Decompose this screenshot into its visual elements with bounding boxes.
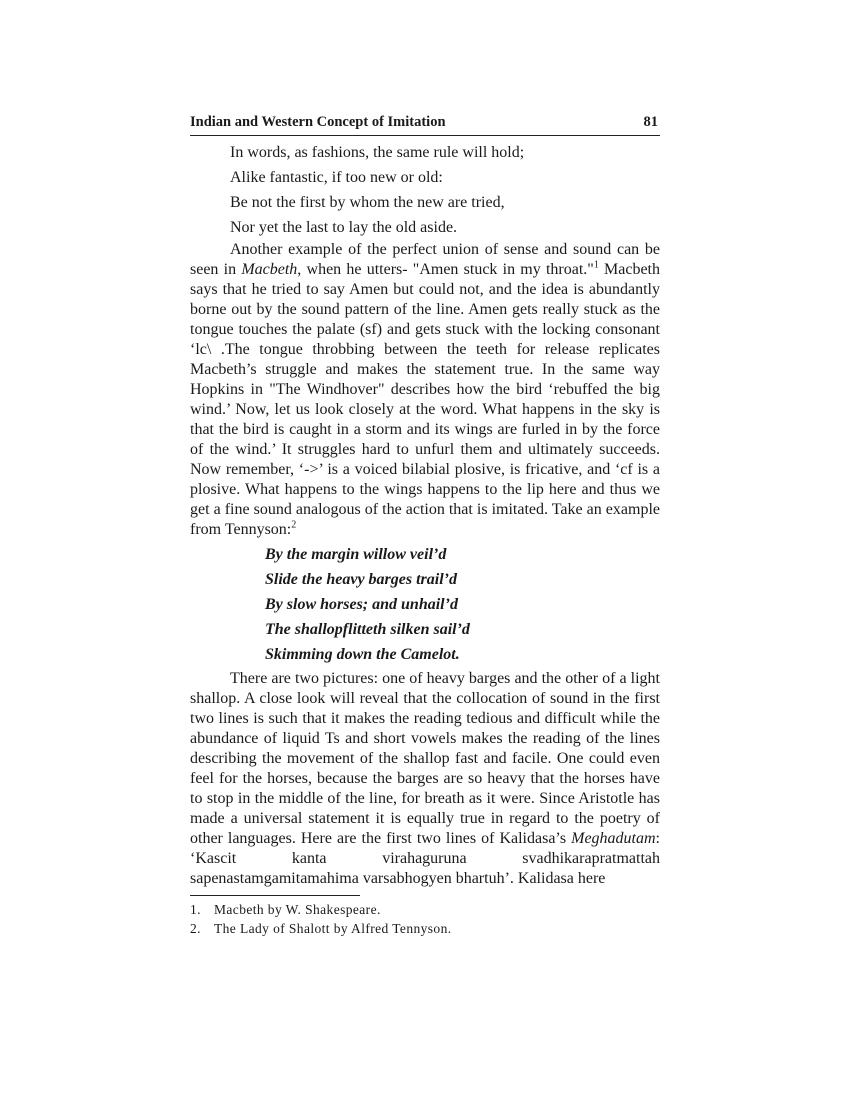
body-text bbox=[190, 140, 660, 889]
verse-line: The shallopflitteth silken sail’d bbox=[265, 621, 470, 638]
italic-title: Meghadutam bbox=[571, 830, 656, 847]
footnote-ref: 2 bbox=[291, 519, 297, 531]
quoted-verse bbox=[190, 140, 660, 240]
footnote-number: 1. bbox=[190, 902, 201, 917]
paragraph bbox=[190, 669, 660, 889]
footnotes bbox=[190, 900, 660, 938]
chapter-title: Indian and Western Concept of Imitation bbox=[190, 114, 446, 130]
verse-line: Skimming down the Camelot. bbox=[265, 646, 460, 663]
verse-line: Slide the heavy barges trail’d bbox=[265, 571, 457, 588]
footnote-text: Macbeth by W. Shakespeare. bbox=[214, 902, 381, 917]
text-run: , when he utters- "Amen stuck in my throat." bbox=[297, 261, 594, 278]
verse-line: By the margin willow veil’d bbox=[265, 546, 447, 563]
text-run: : ‘Kascit kanta virahaguruna svadhikarapratmattah sapenastamgamitamahima varsabhogyen bhartuh’. Kalidasa here bbox=[190, 830, 660, 887]
footnote-ref: 1 bbox=[593, 259, 599, 271]
text-run: There are two pictures: one of heavy barges and the other of a light shallop. A close look will reveal that the collocation of sound in the first two lines is such that it makes the reading tedious and difficult while the abundance of liquid Ts and short vowels makes the reading of the lines describing the movement of the shallop fast and facile. One could even feel for the horses, because the barges are so heavy that the horses have to stop in the middle of the line, for breath as it were. Since Aristotle has made a universal statement it is equally true in regard to the poetry of other languages. Here are the first two lines of Kalidasa’s bbox=[190, 670, 660, 847]
text-run: Another example of the perfect union of sense and sound can be seen in bbox=[190, 241, 660, 278]
footnote bbox=[190, 919, 660, 938]
italic-title: Macbeth bbox=[241, 261, 298, 278]
verse-line: Be not the first by whom the new are tried, bbox=[230, 194, 505, 211]
footnote-text: The Lady of Shalott by Alfred Tennyson. bbox=[214, 921, 452, 936]
text-run: Macbeth says that he tried to say Amen but could not, and the idea is abundantly borne out by the sound pattern of the line. Amen gets really stuck as the tongue touches the palate (sf) and gets stuck with the locking consonant ‘lc\ .The tongue throbbing between the teeth for release replicates Macbeth’s struggle and makes the statement true. In the same way Hopkins in "The Windhover" describes how the bird ‘rebuffed the big wind.’ Now, let us look closely at the word. What happens in the sky is that the bird is caught in a storm and its wings are furled in by the force of the wind.’ It struggles hard to unfurl them and ultimately succeeds. Now remember, ‘->’ is a voiced bilabial plosive, is fricative, and ‘cf is a plosive. What happens to the wings happens to the lip here and thus we get a fine sound analogous of the action that is imitated. Take an example from Tennyson: bbox=[190, 261, 661, 538]
footnote-divider bbox=[190, 895, 360, 896]
verse-line: By slow horses; and unhail’d bbox=[265, 596, 458, 613]
page-number: 81 bbox=[643, 114, 658, 130]
footnote-number: 2. bbox=[190, 921, 201, 936]
paragraph bbox=[190, 240, 660, 540]
verse-line: In words, as fashions, the same rule will hold; bbox=[230, 144, 525, 161]
running-header bbox=[190, 114, 660, 136]
footnote bbox=[190, 900, 660, 919]
tennyson-verse bbox=[190, 542, 660, 667]
book-page bbox=[190, 114, 660, 938]
verse-line: Alike fantastic, if too new or old: bbox=[230, 169, 443, 186]
verse-line: Nor yet the last to lay the old aside. bbox=[230, 219, 458, 236]
